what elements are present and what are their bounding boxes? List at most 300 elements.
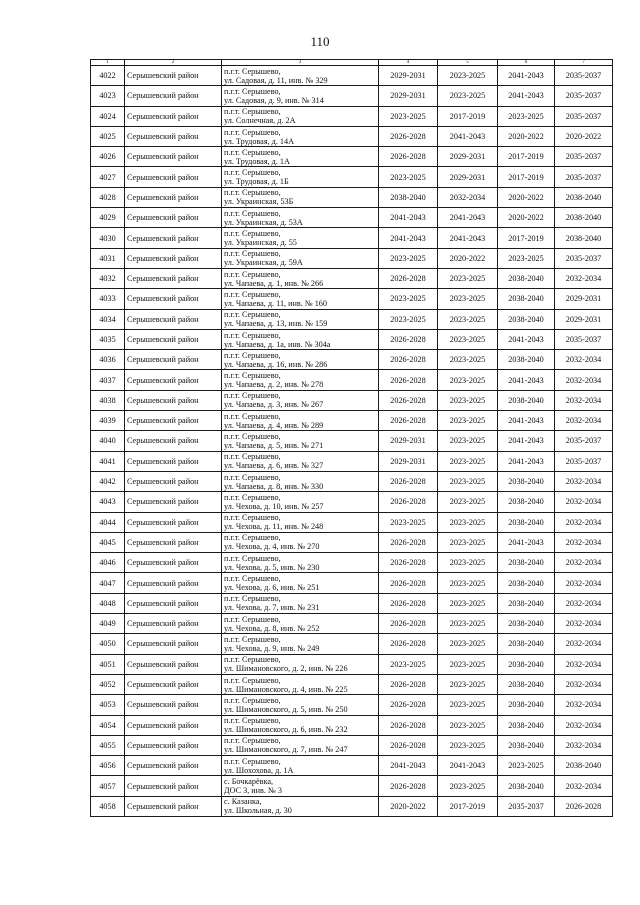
period-col5: 2032-2034: [438, 187, 498, 207]
district-cell: Серышевский район: [125, 66, 222, 86]
table-row: [91, 695, 613, 715]
district-cell: Серышевский район: [125, 370, 222, 390]
address-cell: [222, 451, 379, 471]
address-street: ул. Чехова, д. 7, инв. № 231: [224, 603, 320, 613]
district-cell: Серышевский район: [125, 756, 222, 776]
period-col7: 2035-2037: [555, 66, 613, 86]
period-col6: 2017-2019: [498, 167, 555, 187]
period-col5: 2020-2022: [438, 248, 498, 268]
table-row: [91, 228, 613, 248]
period-col4: 2026-2028: [379, 390, 438, 410]
period-col5: 2023-2025: [438, 715, 498, 735]
period-col4: 2023-2025: [379, 167, 438, 187]
address-locality: п.г.т. Серышево,: [224, 614, 281, 624]
address-locality: п.г.т. Серышево,: [224, 371, 281, 381]
period-col7: 2026-2028: [555, 796, 613, 816]
address-street: ул. Солнечная, д. 2А: [224, 116, 296, 126]
row-number: 4045: [91, 532, 125, 552]
period-col5: 2023-2025: [438, 573, 498, 593]
period-col5: 2023-2025: [438, 268, 498, 288]
address-cell: [222, 593, 379, 613]
address-locality: п.г.т. Серышево,: [224, 147, 281, 157]
address-locality: п.г.т. Серышево,: [224, 249, 281, 259]
address-cell: [222, 309, 379, 329]
row-number: 4041: [91, 451, 125, 471]
period-col6: 2041-2043: [498, 86, 555, 106]
table-row: [91, 553, 613, 573]
table-row: [91, 593, 613, 613]
row-number: 4050: [91, 634, 125, 654]
period-col4: 2023-2025: [379, 309, 438, 329]
row-number: 4046: [91, 553, 125, 573]
address-street: ул. Украинская, д. 59А: [224, 258, 303, 268]
address-street: ул. Украинская, д. 53А: [224, 217, 303, 227]
period-col7: 2032-2034: [555, 674, 613, 694]
address-cell: [222, 106, 379, 126]
row-number: 4026: [91, 147, 125, 167]
row-number: 4048: [91, 593, 125, 613]
district-cell: Серышевский район: [125, 86, 222, 106]
district-cell: Серышевский район: [125, 228, 222, 248]
row-number: 4057: [91, 776, 125, 796]
period-col4: 2029-2031: [379, 66, 438, 86]
period-col5: 2023-2025: [438, 553, 498, 573]
address-street: ул. Чапаева, д. 13, инв. № 159: [224, 319, 328, 329]
table-row: [91, 431, 613, 451]
district-cell: Серышевский район: [125, 106, 222, 126]
period-col5: 2023-2025: [438, 411, 498, 431]
address-cell: [222, 634, 379, 654]
address-locality: п.г.т. Серышево,: [224, 66, 281, 76]
period-col6: 2038-2040: [498, 289, 555, 309]
period-col4: 2026-2028: [379, 735, 438, 755]
address-cell: [222, 431, 379, 451]
district-cell: Серышевский район: [125, 715, 222, 735]
address-street: ул. Чехова, д. 10, инв. № 257: [224, 501, 324, 511]
period-col5: 2023-2025: [438, 674, 498, 694]
period-col5: 2023-2025: [438, 634, 498, 654]
period-col7: 2035-2037: [555, 451, 613, 471]
period-col7: 2032-2034: [555, 573, 613, 593]
period-col7: 2029-2031: [555, 309, 613, 329]
address-street: ул. Чехова, д. 8, инв. № 252: [224, 623, 320, 633]
period-col5: 2017-2019: [438, 796, 498, 816]
address-cell: [222, 411, 379, 431]
table-row: [91, 492, 613, 512]
address-locality: п.г.т. Серышево,: [224, 655, 281, 665]
address-cell: [222, 228, 379, 248]
period-col6: 2038-2040: [498, 776, 555, 796]
period-col6: 2038-2040: [498, 735, 555, 755]
period-col6: 2041-2043: [498, 329, 555, 349]
address-locality: п.г.т. Серышево,: [224, 269, 281, 279]
row-number: 4023: [91, 86, 125, 106]
period-col5: 2029-2031: [438, 147, 498, 167]
period-col5: 2023-2025: [438, 289, 498, 309]
period-col7: 2038-2040: [555, 208, 613, 228]
period-col6: 2041-2043: [498, 451, 555, 471]
period-col5: 2041-2043: [438, 208, 498, 228]
address-cell: [222, 66, 379, 86]
address-locality: п.г.т. Серышево,: [224, 695, 281, 705]
period-col7: 2032-2034: [555, 471, 613, 491]
table-row: [91, 106, 613, 126]
row-number: 4033: [91, 289, 125, 309]
period-col4: 2026-2028: [379, 776, 438, 796]
district-cell: Серышевский район: [125, 187, 222, 207]
period-col5: 2023-2025: [438, 654, 498, 674]
address-street: ул. Садовая, д. 9, инв. № 314: [224, 95, 324, 105]
table-row: [91, 654, 613, 674]
table-row: [91, 126, 613, 146]
period-col6: 2041-2043: [498, 532, 555, 552]
address-cell: [222, 512, 379, 532]
period-col7: 2035-2037: [555, 329, 613, 349]
period-col6: 2038-2040: [498, 573, 555, 593]
address-locality: с. Казанка,: [224, 797, 262, 807]
period-col4: 2026-2028: [379, 329, 438, 349]
row-number: 4049: [91, 614, 125, 634]
table-row: [91, 370, 613, 390]
row-number: 4053: [91, 695, 125, 715]
period-col5: 2023-2025: [438, 695, 498, 715]
period-col7: 2038-2040: [555, 756, 613, 776]
address-street: ул. Чехова, д. 11, инв. № 248: [224, 522, 324, 532]
district-cell: Серышевский район: [125, 208, 222, 228]
table-row: [91, 66, 613, 86]
period-col5: 2023-2025: [438, 370, 498, 390]
address-locality: п.г.т. Серышево,: [224, 513, 281, 523]
period-col4: 2026-2028: [379, 674, 438, 694]
address-locality: п.г.т. Серышево,: [224, 107, 281, 117]
address-locality: п.г.т. Серышево,: [224, 188, 281, 198]
address-cell: [222, 715, 379, 735]
address-cell: [222, 492, 379, 512]
period-col5: 2029-2031: [438, 167, 498, 187]
table-row: [91, 248, 613, 268]
district-cell: Серышевский район: [125, 796, 222, 816]
period-col7: 2032-2034: [555, 492, 613, 512]
address-cell: [222, 370, 379, 390]
address-cell: [222, 471, 379, 491]
address-street: ул. Шимановского, д. 2, инв. № 226: [224, 664, 348, 674]
address-locality: п.г.т. Серышево,: [224, 208, 281, 218]
address-street: ДОС 3, инв. № 3: [224, 786, 282, 796]
table-row: [91, 451, 613, 471]
row-number: 4055: [91, 735, 125, 755]
table-row: [91, 309, 613, 329]
address-locality: п.г.т. Серышево,: [224, 492, 281, 502]
column-number: 5: [438, 60, 498, 66]
address-street: ул. Чапаева, д. 11, инв. № 160: [224, 298, 327, 308]
period-col6: 2023-2025: [498, 248, 555, 268]
period-col4: 2020-2022: [379, 796, 438, 816]
row-number: 4037: [91, 370, 125, 390]
address-locality: п.г.т. Серышево,: [224, 431, 281, 441]
period-col4: 2026-2028: [379, 268, 438, 288]
period-col5: 2023-2025: [438, 309, 498, 329]
address-locality: п.г.т. Серышево,: [224, 289, 281, 299]
address-locality: п.г.т. Серышево,: [224, 736, 281, 746]
period-col4: 2026-2028: [379, 147, 438, 167]
period-col6: 2038-2040: [498, 634, 555, 654]
district-cell: Серышевский район: [125, 593, 222, 613]
address-street: ул. Чапаева, д. 6, инв. № 327: [224, 461, 324, 471]
address-street: ул. Чехова, д. 6, инв. № 251: [224, 583, 320, 593]
address-cell: [222, 187, 379, 207]
row-number: 4042: [91, 471, 125, 491]
row-number: 4047: [91, 573, 125, 593]
period-col5: 2023-2025: [438, 532, 498, 552]
address-street: ул. Школьная, д. 30: [224, 806, 292, 816]
period-col4: 2029-2031: [379, 86, 438, 106]
address-cell: [222, 268, 379, 288]
table-row: [91, 390, 613, 410]
period-col4: 2026-2028: [379, 492, 438, 512]
column-number: 1: [91, 60, 125, 66]
row-number: 4034: [91, 309, 125, 329]
period-col4: 2023-2025: [379, 654, 438, 674]
period-col6: 2041-2043: [498, 370, 555, 390]
address-cell: [222, 167, 379, 187]
column-number: 7: [555, 60, 613, 66]
district-cell: Серышевский район: [125, 248, 222, 268]
row-number: 4039: [91, 411, 125, 431]
address-locality: п.г.т. Серышево,: [224, 574, 281, 584]
period-col7: 2020-2022: [555, 126, 613, 146]
period-col7: 2035-2037: [555, 106, 613, 126]
row-number: 4030: [91, 228, 125, 248]
period-col7: 2032-2034: [555, 735, 613, 755]
period-col6: 2041-2043: [498, 431, 555, 451]
table-row: [91, 187, 613, 207]
period-col7: 2032-2034: [555, 776, 613, 796]
address-cell: [222, 796, 379, 816]
row-number: 4040: [91, 431, 125, 451]
address-street: ул. Шимановского, д. 6, инв. № 232: [224, 725, 348, 735]
address-street: ул. Трудовая, д. 1Б: [224, 177, 289, 187]
row-number: 4044: [91, 512, 125, 532]
address-locality: п.г.т. Серышево,: [224, 533, 281, 543]
district-cell: Серышевский район: [125, 289, 222, 309]
address-locality: п.г.т. Серышево,: [224, 127, 281, 137]
district-cell: Серышевский район: [125, 512, 222, 532]
address-cell: [222, 147, 379, 167]
period-col4: 2026-2028: [379, 411, 438, 431]
period-col7: 2032-2034: [555, 715, 613, 735]
period-col4: 2026-2028: [379, 573, 438, 593]
address-locality: п.г.т. Серышево,: [224, 86, 281, 96]
table-row: [91, 532, 613, 552]
period-col5: 2023-2025: [438, 735, 498, 755]
district-cell: Серышевский район: [125, 309, 222, 329]
address-cell: [222, 674, 379, 694]
address-street: ул. Шохохова, д. 1А: [224, 765, 294, 775]
period-col7: 2032-2034: [555, 593, 613, 613]
period-col7: 2032-2034: [555, 654, 613, 674]
period-col7: 2035-2037: [555, 248, 613, 268]
period-col6: 2038-2040: [498, 614, 555, 634]
row-number: 4025: [91, 126, 125, 146]
address-cell: [222, 776, 379, 796]
district-cell: Серышевский район: [125, 147, 222, 167]
address-cell: [222, 735, 379, 755]
address-locality: п.г.т. Серышево,: [224, 350, 281, 360]
address-street: ул. Шимановского, д. 4, инв. № 225: [224, 684, 348, 694]
row-number: 4035: [91, 329, 125, 349]
district-cell: Серышевский район: [125, 431, 222, 451]
address-locality: п.г.т. Серышево,: [224, 594, 281, 604]
column-number: 2: [125, 60, 222, 66]
period-col6: 2020-2022: [498, 187, 555, 207]
register-table: [90, 59, 613, 817]
district-cell: Серышевский район: [125, 471, 222, 491]
address-street: ул. Трудовая, д. 1А: [224, 156, 290, 166]
district-cell: Серышевский район: [125, 735, 222, 755]
address-street: ул. Чехова, д. 9, инв. № 249: [224, 643, 320, 653]
address-locality: п.г.т. Серышево,: [224, 716, 281, 726]
district-cell: Серышевский район: [125, 167, 222, 187]
district-cell: Серышевский район: [125, 695, 222, 715]
period-col7: 2032-2034: [555, 532, 613, 552]
address-cell: [222, 695, 379, 715]
table-row: [91, 512, 613, 532]
period-col7: 2029-2031: [555, 289, 613, 309]
period-col5: 2023-2025: [438, 471, 498, 491]
district-cell: Серышевский район: [125, 268, 222, 288]
period-col7: 2032-2034: [555, 512, 613, 532]
address-cell: [222, 86, 379, 106]
address-cell: [222, 756, 379, 776]
district-cell: Серышевский район: [125, 451, 222, 471]
address-street: ул. Украинская, д. 55: [224, 238, 297, 248]
table-row: [91, 147, 613, 167]
district-cell: Серышевский район: [125, 492, 222, 512]
period-col4: 2023-2025: [379, 512, 438, 532]
table-row: [91, 289, 613, 309]
address-street: ул. Чапаева, д. 1, инв. № 266: [224, 278, 324, 288]
period-col6: 2038-2040: [498, 654, 555, 674]
address-cell: [222, 248, 379, 268]
table-row: [91, 268, 613, 288]
period-col5: 2023-2025: [438, 86, 498, 106]
row-number: 4029: [91, 208, 125, 228]
address-cell: [222, 329, 379, 349]
table-row: [91, 208, 613, 228]
district-cell: Серышевский район: [125, 390, 222, 410]
period-col7: 2032-2034: [555, 390, 613, 410]
period-col4: 2026-2028: [379, 126, 438, 146]
address-locality: п.г.т. Серышево,: [224, 168, 281, 178]
period-col4: 2029-2031: [379, 431, 438, 451]
address-street: ул. Садовая, д. 11, инв. № 329: [224, 75, 328, 85]
period-col5: 2023-2025: [438, 350, 498, 370]
period-col7: 2035-2037: [555, 147, 613, 167]
period-col6: 2038-2040: [498, 492, 555, 512]
row-number: 4022: [91, 66, 125, 86]
row-number: 4032: [91, 268, 125, 288]
period-col4: 2041-2043: [379, 228, 438, 248]
period-col5: 2023-2025: [438, 431, 498, 451]
period-col6: 2041-2043: [498, 411, 555, 431]
column-number: 6: [498, 60, 555, 66]
district-cell: Серышевский район: [125, 573, 222, 593]
period-col4: 2041-2043: [379, 208, 438, 228]
address-street: ул. Чехова, д. 4, инв. № 270: [224, 542, 320, 552]
period-col7: 2038-2040: [555, 187, 613, 207]
table-row: [91, 614, 613, 634]
district-cell: Серышевский район: [125, 411, 222, 431]
address-street: ул. Трудовая, д. 14А: [224, 136, 295, 146]
address-locality: п.г.т. Серышево,: [224, 229, 281, 239]
period-col6: 2038-2040: [498, 695, 555, 715]
address-cell: [222, 532, 379, 552]
table-row: [91, 796, 613, 816]
row-number: 4056: [91, 756, 125, 776]
address-cell: [222, 614, 379, 634]
period-col4: 2026-2028: [379, 634, 438, 654]
table-row: [91, 350, 613, 370]
address-street: ул. Чапаева, д. 8, инв. № 330: [224, 481, 324, 491]
row-number: 4043: [91, 492, 125, 512]
address-locality: п.г.т. Серышево,: [224, 391, 281, 401]
period-col6: 2020-2022: [498, 208, 555, 228]
period-col5: 2041-2043: [438, 126, 498, 146]
address-street: ул. Чехова, д. 5, инв. № 230: [224, 562, 320, 572]
period-col7: 2035-2037: [555, 167, 613, 187]
period-col7: 2032-2034: [555, 553, 613, 573]
table-row: [91, 776, 613, 796]
period-col6: 2038-2040: [498, 309, 555, 329]
period-col4: 2029-2031: [379, 451, 438, 471]
period-col5: 2023-2025: [438, 776, 498, 796]
district-cell: Серышевский район: [125, 654, 222, 674]
period-col4: 2038-2040: [379, 187, 438, 207]
period-col4: 2026-2028: [379, 370, 438, 390]
page-number: 110: [310, 34, 330, 49]
period-col4: 2026-2028: [379, 593, 438, 613]
period-col5: 2023-2025: [438, 492, 498, 512]
period-col5: 2023-2025: [438, 593, 498, 613]
table-row: [91, 674, 613, 694]
period-col6: 2038-2040: [498, 674, 555, 694]
row-number: 4028: [91, 187, 125, 207]
period-col4: 2026-2028: [379, 614, 438, 634]
period-col6: 2038-2040: [498, 715, 555, 735]
address-locality: п.г.т. Серышево,: [224, 452, 281, 462]
district-cell: Серышевский район: [125, 532, 222, 552]
period-col6: 2017-2019: [498, 228, 555, 248]
period-col7: 2032-2034: [555, 370, 613, 390]
period-col7: 2038-2040: [555, 228, 613, 248]
column-number: 4: [379, 60, 438, 66]
period-col7: 2032-2034: [555, 614, 613, 634]
row-number: 4031: [91, 248, 125, 268]
district-cell: Серышевский район: [125, 126, 222, 146]
period-col5: 2023-2025: [438, 66, 498, 86]
address-cell: [222, 573, 379, 593]
period-col7: 2035-2037: [555, 431, 613, 451]
address-street: ул. Украинская, 53Б: [224, 197, 294, 207]
period-col6: 2038-2040: [498, 390, 555, 410]
row-number: 4052: [91, 674, 125, 694]
address-locality: п.г.т. Серышево,: [224, 756, 281, 766]
row-number: 4051: [91, 654, 125, 674]
district-cell: Серышевский район: [125, 350, 222, 370]
period-col6: 2035-2037: [498, 796, 555, 816]
district-cell: Серышевский район: [125, 614, 222, 634]
address-locality: п.г.т. Серышево,: [224, 310, 281, 320]
